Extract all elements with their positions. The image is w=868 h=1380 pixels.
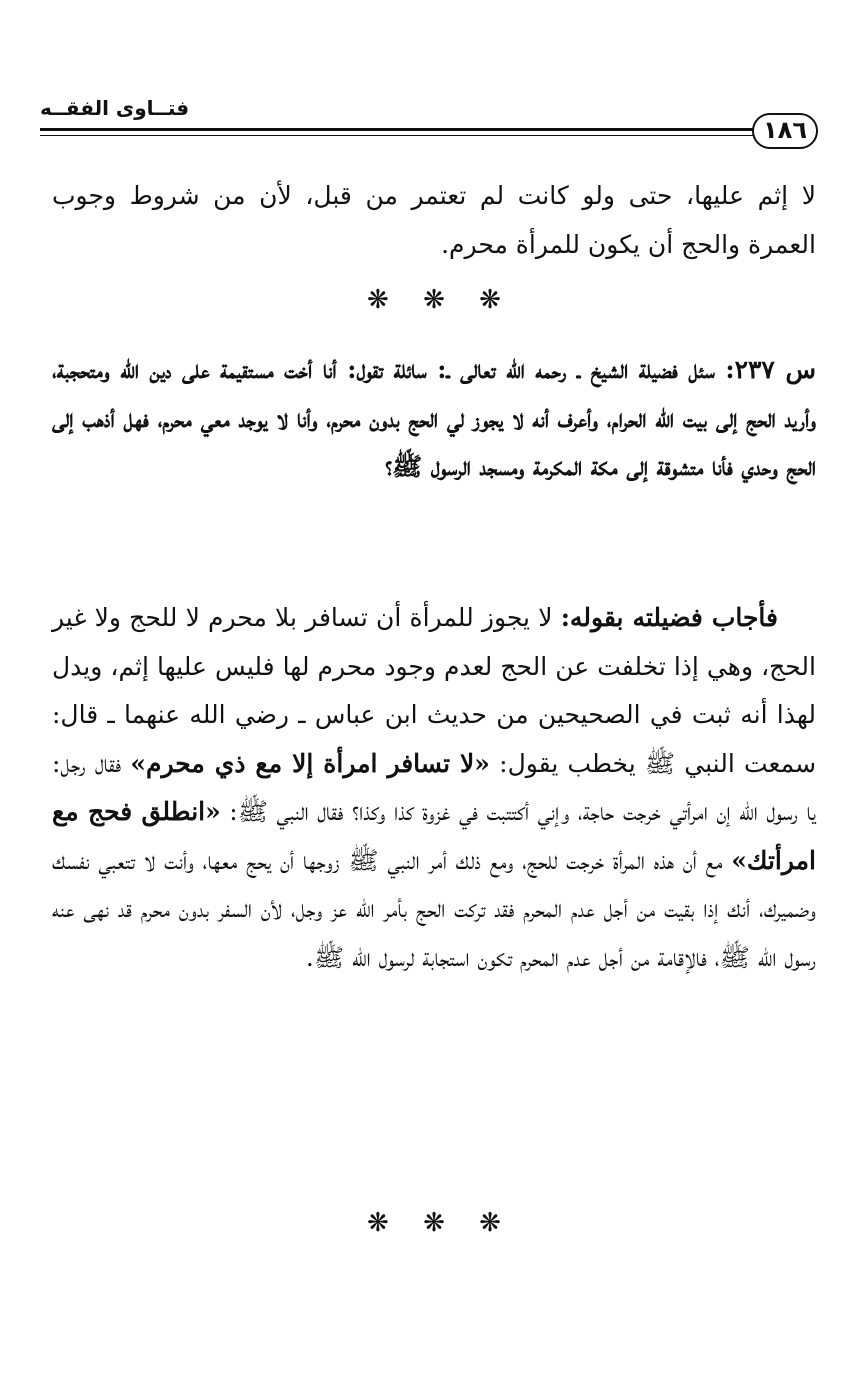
answer-text: لا يجوز للمرأة أن تسافر بلا محرم لا للحج ولا غير الحج، وهي إذا تخلفت عن الحج لعدم وجود محرم لها فليس عليها إثم، ويدل لهذا أنه ثبت في الصحيحين من حديث ابن عباس ـ رضي الله عنهما ـ قال: سمعت النبي ﷺ يخطب يقول: — [52, 603, 817, 778]
question-paragraph — [52, 346, 816, 492]
answer-paragraph — [52, 594, 816, 982]
page-number: ١٨٦ — [752, 113, 818, 149]
section-divider: ❋ ❋ ❋ — [367, 1208, 501, 1238]
section-divider: ❋ ❋ ❋ — [367, 285, 501, 315]
header-rule — [40, 128, 760, 131]
header-rule-thin — [40, 135, 760, 136]
hadith-quote: «انطلق فحج مع امرأتك» — [52, 797, 816, 875]
paragraph-continuation: لا إثم عليها، حتى ولو كانت لم تعتمر من قبل، لأن من شروط وجوب العمرة والحج أن يكون للمرأة محرم. — [52, 181, 816, 259]
answer-text: فقال رجل: يا رسول الله إن امرأتي خرجت حاجة، وإني أكتتبت في غزوة كذا وكذا؟ فقال النبي ﷺ: — [52, 748, 816, 826]
running-title: فتــاوى الفقــه — [40, 96, 190, 120]
hadith-quote: «لا تسافر امرأة إلا مع ذي محرم» — [130, 748, 490, 778]
question-text: سئل فضيلة الشيخ ـ رحمه الله تعالى ـ: سائلة تقول: أنا أخت مستقيمة على دين الله ومتحجبة، وأريد الحج إلى بيت الله الحرام، وأعرف أنه لا يجوز لي الحج بدون محرم، وأنا لا يوجد معي محرم، فهل أذهب إلى الحج وحدي فأنا متشوقة إلى مكة المكرمة ومسجد الرسول ﷺ؟ — [52, 355, 816, 481]
answer-text: مع أن هذه المرأة خرجت للحج، ومع ذلك أمر النبي ﷺ زوجها أن يحج معها، وأنت لا تتعبي نفسك وضميرك، أنك إذا بقيت من أجل عدم المحرم فقد تركت الحج بأمر الله عز وجل، لأن السفر بدون محرم قد نهى عنه رسول الله ﷺ، فالإقامة من أجل عدم المحرم تكون استجابة لرسول الله ﷺ. — [52, 845, 816, 972]
question-label: س ٢٣٧: — [725, 355, 816, 384]
answer-label: فأجاب فضيلته بقوله: — [560, 603, 778, 632]
